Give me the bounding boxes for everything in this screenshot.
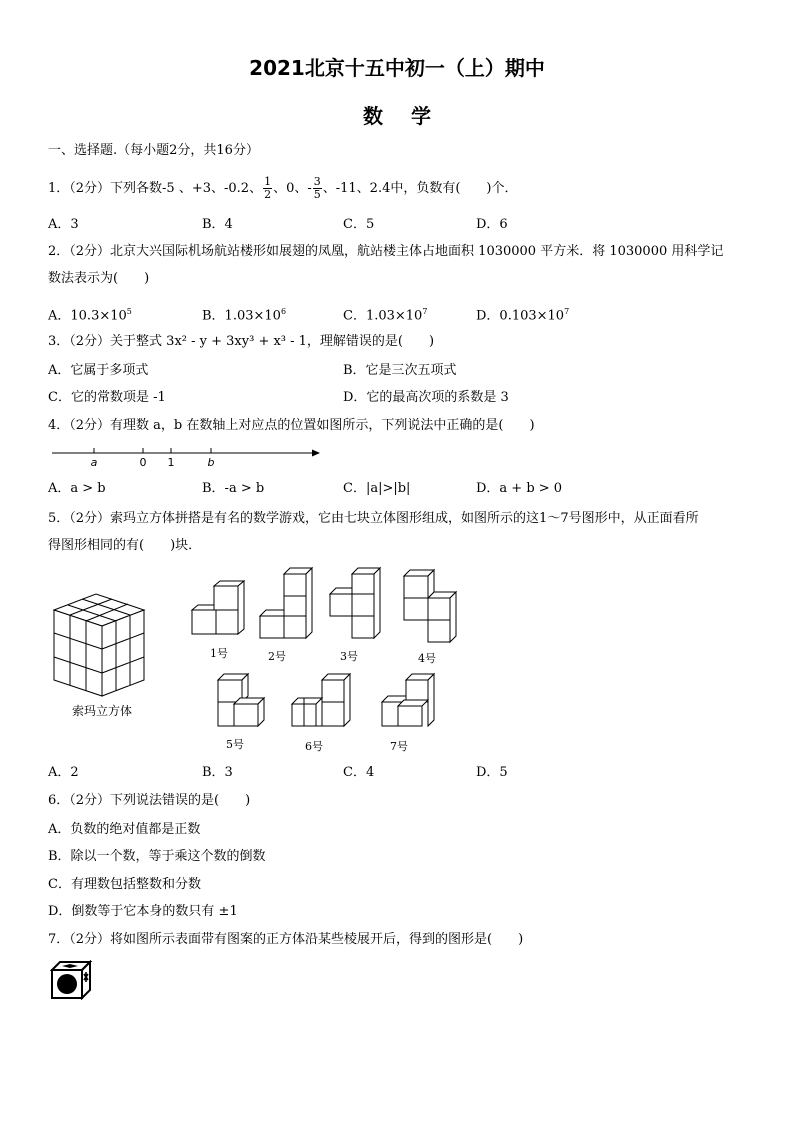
subject-title: 数学 <box>363 104 459 128</box>
piece-4-figure <box>402 566 462 644</box>
section-heading: 一、选择题.（每小题2分，共16分） <box>48 143 259 158</box>
q4-option-a: A．a > b <box>48 481 106 496</box>
q3-option-a: A．它属于多项式 <box>48 363 149 378</box>
number-line <box>48 444 328 474</box>
fraction-one-half: $\frac{1}{2}$ <box>264 175 272 201</box>
q4-option-d: D．a + b > 0 <box>476 481 563 496</box>
piece-1-figure <box>190 580 250 640</box>
soma-cube-figure <box>50 580 150 700</box>
piece-4-label: 4号 <box>418 652 436 665</box>
question-1-stem: 1．（2分）下列各数-5 、+3、-0.2、 $\frac{1}{2}$ 、0、- $\frac{3}{5}$ 、-11、2.4中，负数有( )个． <box>48 175 518 201</box>
q6-option-b: B．除以一个数，等于乘这个数的倒数 <box>48 849 266 864</box>
piece-2-label: 2号 <box>268 650 286 663</box>
question-7-stem: 7．（2分）将如图所示表面带有图案的正方体沿某些棱展开后，得到的图形是( ) <box>48 932 524 947</box>
piece-3-label: 3号 <box>340 650 358 663</box>
question-2-line1: 2．（2分）北京大兴国际机场航站楼形如展翅的凤凰，航站楼主体占地面积 1030000 平方米．将 1030000 用科学记 <box>48 244 724 259</box>
piece-6-figure <box>290 672 354 732</box>
q5-option-a: A．2 <box>48 765 79 780</box>
q6-option-c: C．有理数包括整数和分数 <box>48 877 201 892</box>
q3-option-d: D．它的最高次项的系数是 3 <box>343 390 509 405</box>
piece-1-label: 1号 <box>210 647 228 660</box>
axis-label-a: a <box>90 456 98 469</box>
piece-2-figure <box>258 566 318 640</box>
q3-option-c: C．它的常数项是 -1 <box>48 390 166 405</box>
q1-option-d: D．6 <box>476 217 508 232</box>
question-2-line2: 数法表示为( ) <box>48 271 150 286</box>
question-4-stem: 4．（2分）有理数 a，b 在数轴上对应点的位置如图所示，下列说法中正确的是( ) <box>48 418 535 433</box>
q5-option-b: B．3 <box>202 765 233 780</box>
axis-label-b: b <box>207 456 215 469</box>
piece-6-label: 6号 <box>305 740 323 753</box>
soma-cube-label: 索玛立方体 <box>72 704 133 718</box>
q1-option-c: C．5 <box>343 217 375 232</box>
patterned-cube-figure <box>50 960 94 1000</box>
q6-option-d: D．倒数等于它本身的数只有 ±1 <box>48 904 238 919</box>
axis-label-0: 0 <box>139 456 147 469</box>
q1-option-b: B．4 <box>202 217 233 232</box>
question-3-stem: 3．（2分）关于整式 3x² - y + 3xy³ + x³ - 1，理解错误的是( ) <box>48 334 435 349</box>
q6-option-a: A．负数的绝对值都是正数 <box>48 822 201 837</box>
q2-option-b: B．$1.03\times 10^6$ <box>202 307 287 324</box>
q5-option-d: D．5 <box>476 765 508 780</box>
piece-5-label: 5号 <box>226 738 244 751</box>
piece-5-figure <box>214 672 274 732</box>
piece-7-label: 7号 <box>390 740 408 753</box>
q2-option-d: D．$0.103\times 10^7$ <box>476 307 570 324</box>
axis-label-1: 1 <box>167 456 175 469</box>
question-6-stem: 6．（2分）下列说法错误的是( ) <box>48 793 251 808</box>
piece-3-figure <box>326 566 386 640</box>
q5-option-c: C．4 <box>343 765 375 780</box>
q4-option-c: C．|a|>|b| <box>343 481 411 496</box>
q2-option-c: C．$1.03\times 10^7$ <box>343 307 428 324</box>
question-5-line2: 得图形相同的有( )块． <box>48 538 202 553</box>
question-5-line1: 5．（2分）索玛立方体拼搭是有名的数学游戏，它由七块立体图形组成，如图所示的这1～7号图形中，从正面看所 <box>48 511 699 526</box>
fraction-three-fifths: $\frac{3}{5}$ <box>313 175 321 201</box>
q3-option-b: B．它是三次五项式 <box>343 363 457 378</box>
page-title: 2021北京十五中初一（上）期中 <box>249 56 545 80</box>
q4-option-b: B．-a > b <box>202 481 265 496</box>
piece-7-figure <box>380 672 440 732</box>
q1-option-a: A．3 <box>48 217 79 232</box>
q2-option-a: A．$10.3\times 10^5$ <box>48 307 132 324</box>
